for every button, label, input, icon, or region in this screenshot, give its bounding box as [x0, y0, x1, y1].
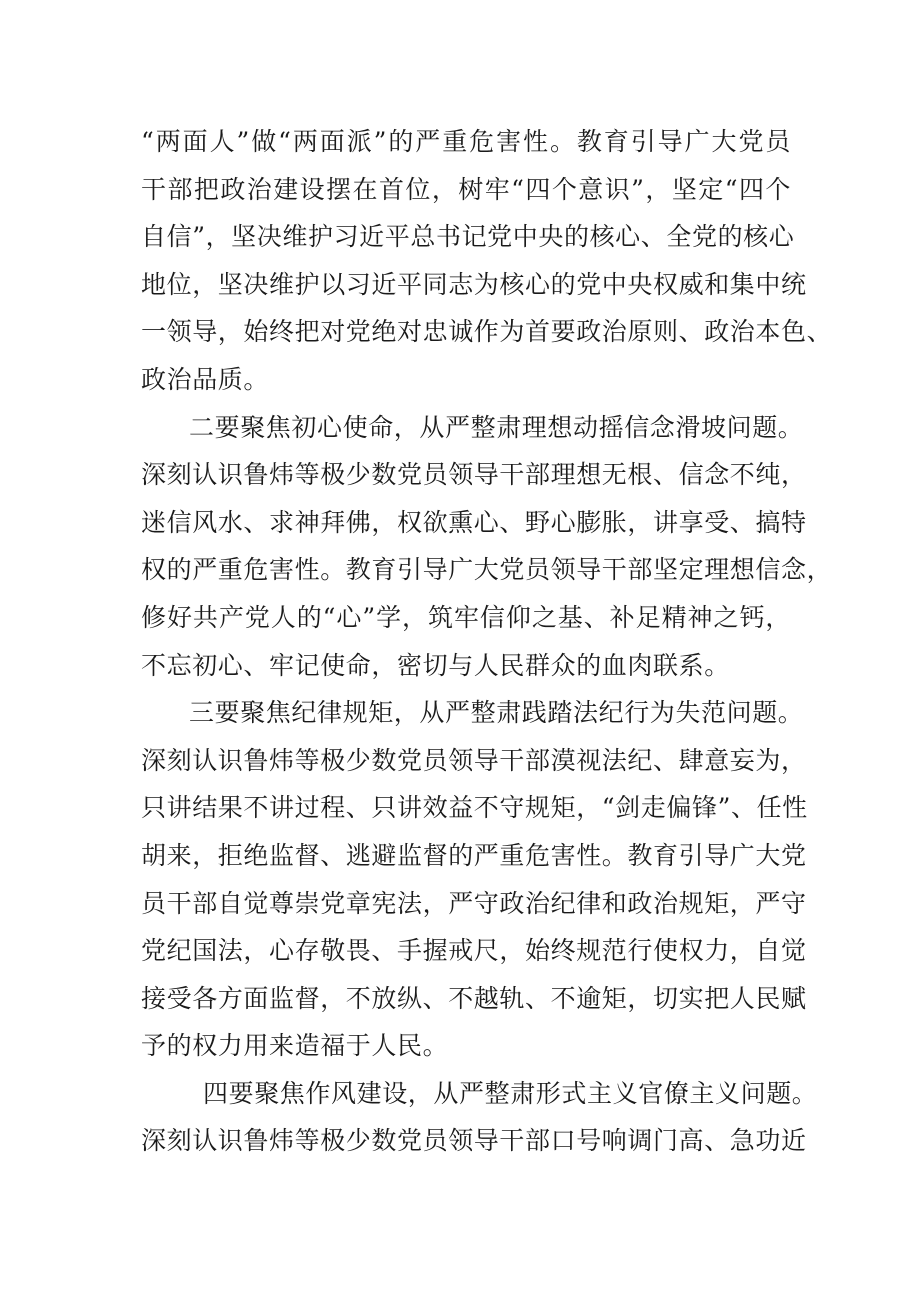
paragraph-first-line: 三要聚焦纪律规矩，从严整肃践踏法纪行为失范问题。 — [189, 698, 804, 728]
text-line: 予的权力用来造福于人民。 — [141, 1031, 449, 1061]
text-line: 地位，坚决维护以习近平同志为核心的党中央权威和集中统 — [141, 269, 807, 299]
text-line: 修好共产党人的“心”学，筑牢信仰之基、补足精神之钙， — [141, 602, 791, 632]
text-line: 不忘初心、牢记使命，密切与人民群众的血肉联系。 — [141, 650, 730, 680]
text-line: 深刻认识鲁炜等极少数党员领导干部理想无根、信念不纯， — [141, 460, 807, 490]
paragraph-first-line: 二要聚焦初心使命，从严整肃理想动摇信念滑坡问题。 — [189, 412, 804, 442]
text-line: 权的严重危害性。教育引导广大党员领导干部坚定理想信念， — [141, 555, 833, 585]
document-body — [141, 118, 833, 1165]
text-line: “两面人”做“两面派”的严重危害性。教育引导广大党员 — [141, 127, 791, 156]
text-line: 党纪国法，心存敬畏、手握戒尺，始终规范行使权力，自觉 — [141, 936, 807, 966]
text-line: 接受各方面监督，不放纵、不越轨、不逾矩，切实把人民赋 — [141, 983, 807, 1013]
text-line: 政治品质。 — [141, 364, 270, 394]
text-line: 迷信风水、求神拜佛，权欲熏心、野心膨胀，讲享受、搞特 — [141, 507, 807, 537]
text-line: 胡来，拒绝监督、逃避监督的严重危害性。教育引导广大党 — [141, 840, 807, 870]
text-line: 干部把政治建设摆在首位，树牢“四个意识”，坚定“四个 — [141, 174, 791, 204]
text-line: 只讲结果不讲过程、只讲效益不守规矩，“剑走偏锋”、任性 — [141, 793, 808, 823]
text-line: 员干部自觉尊崇党章宪法，严守政治纪律和政治规矩，严守 — [141, 888, 807, 918]
paragraph-first-line: 四要聚焦作风建设，从严整肃形式主义官僚主义问题。 — [203, 1078, 818, 1108]
text-line: 一领导，始终把对党绝对忠诚作为首要政治原则、政治本色、 — [141, 317, 833, 347]
text-line: 深刻认识鲁炜等极少数党员领导干部漠视法纪、肆意妄为， — [141, 745, 807, 775]
text-line: 自信”，坚决维护习近平总书记党中央的核心、全党的核心 — [141, 222, 795, 252]
text-line: 深刻认识鲁炜等极少数党员领导干部口号响调门高、急功近 — [141, 1126, 807, 1156]
